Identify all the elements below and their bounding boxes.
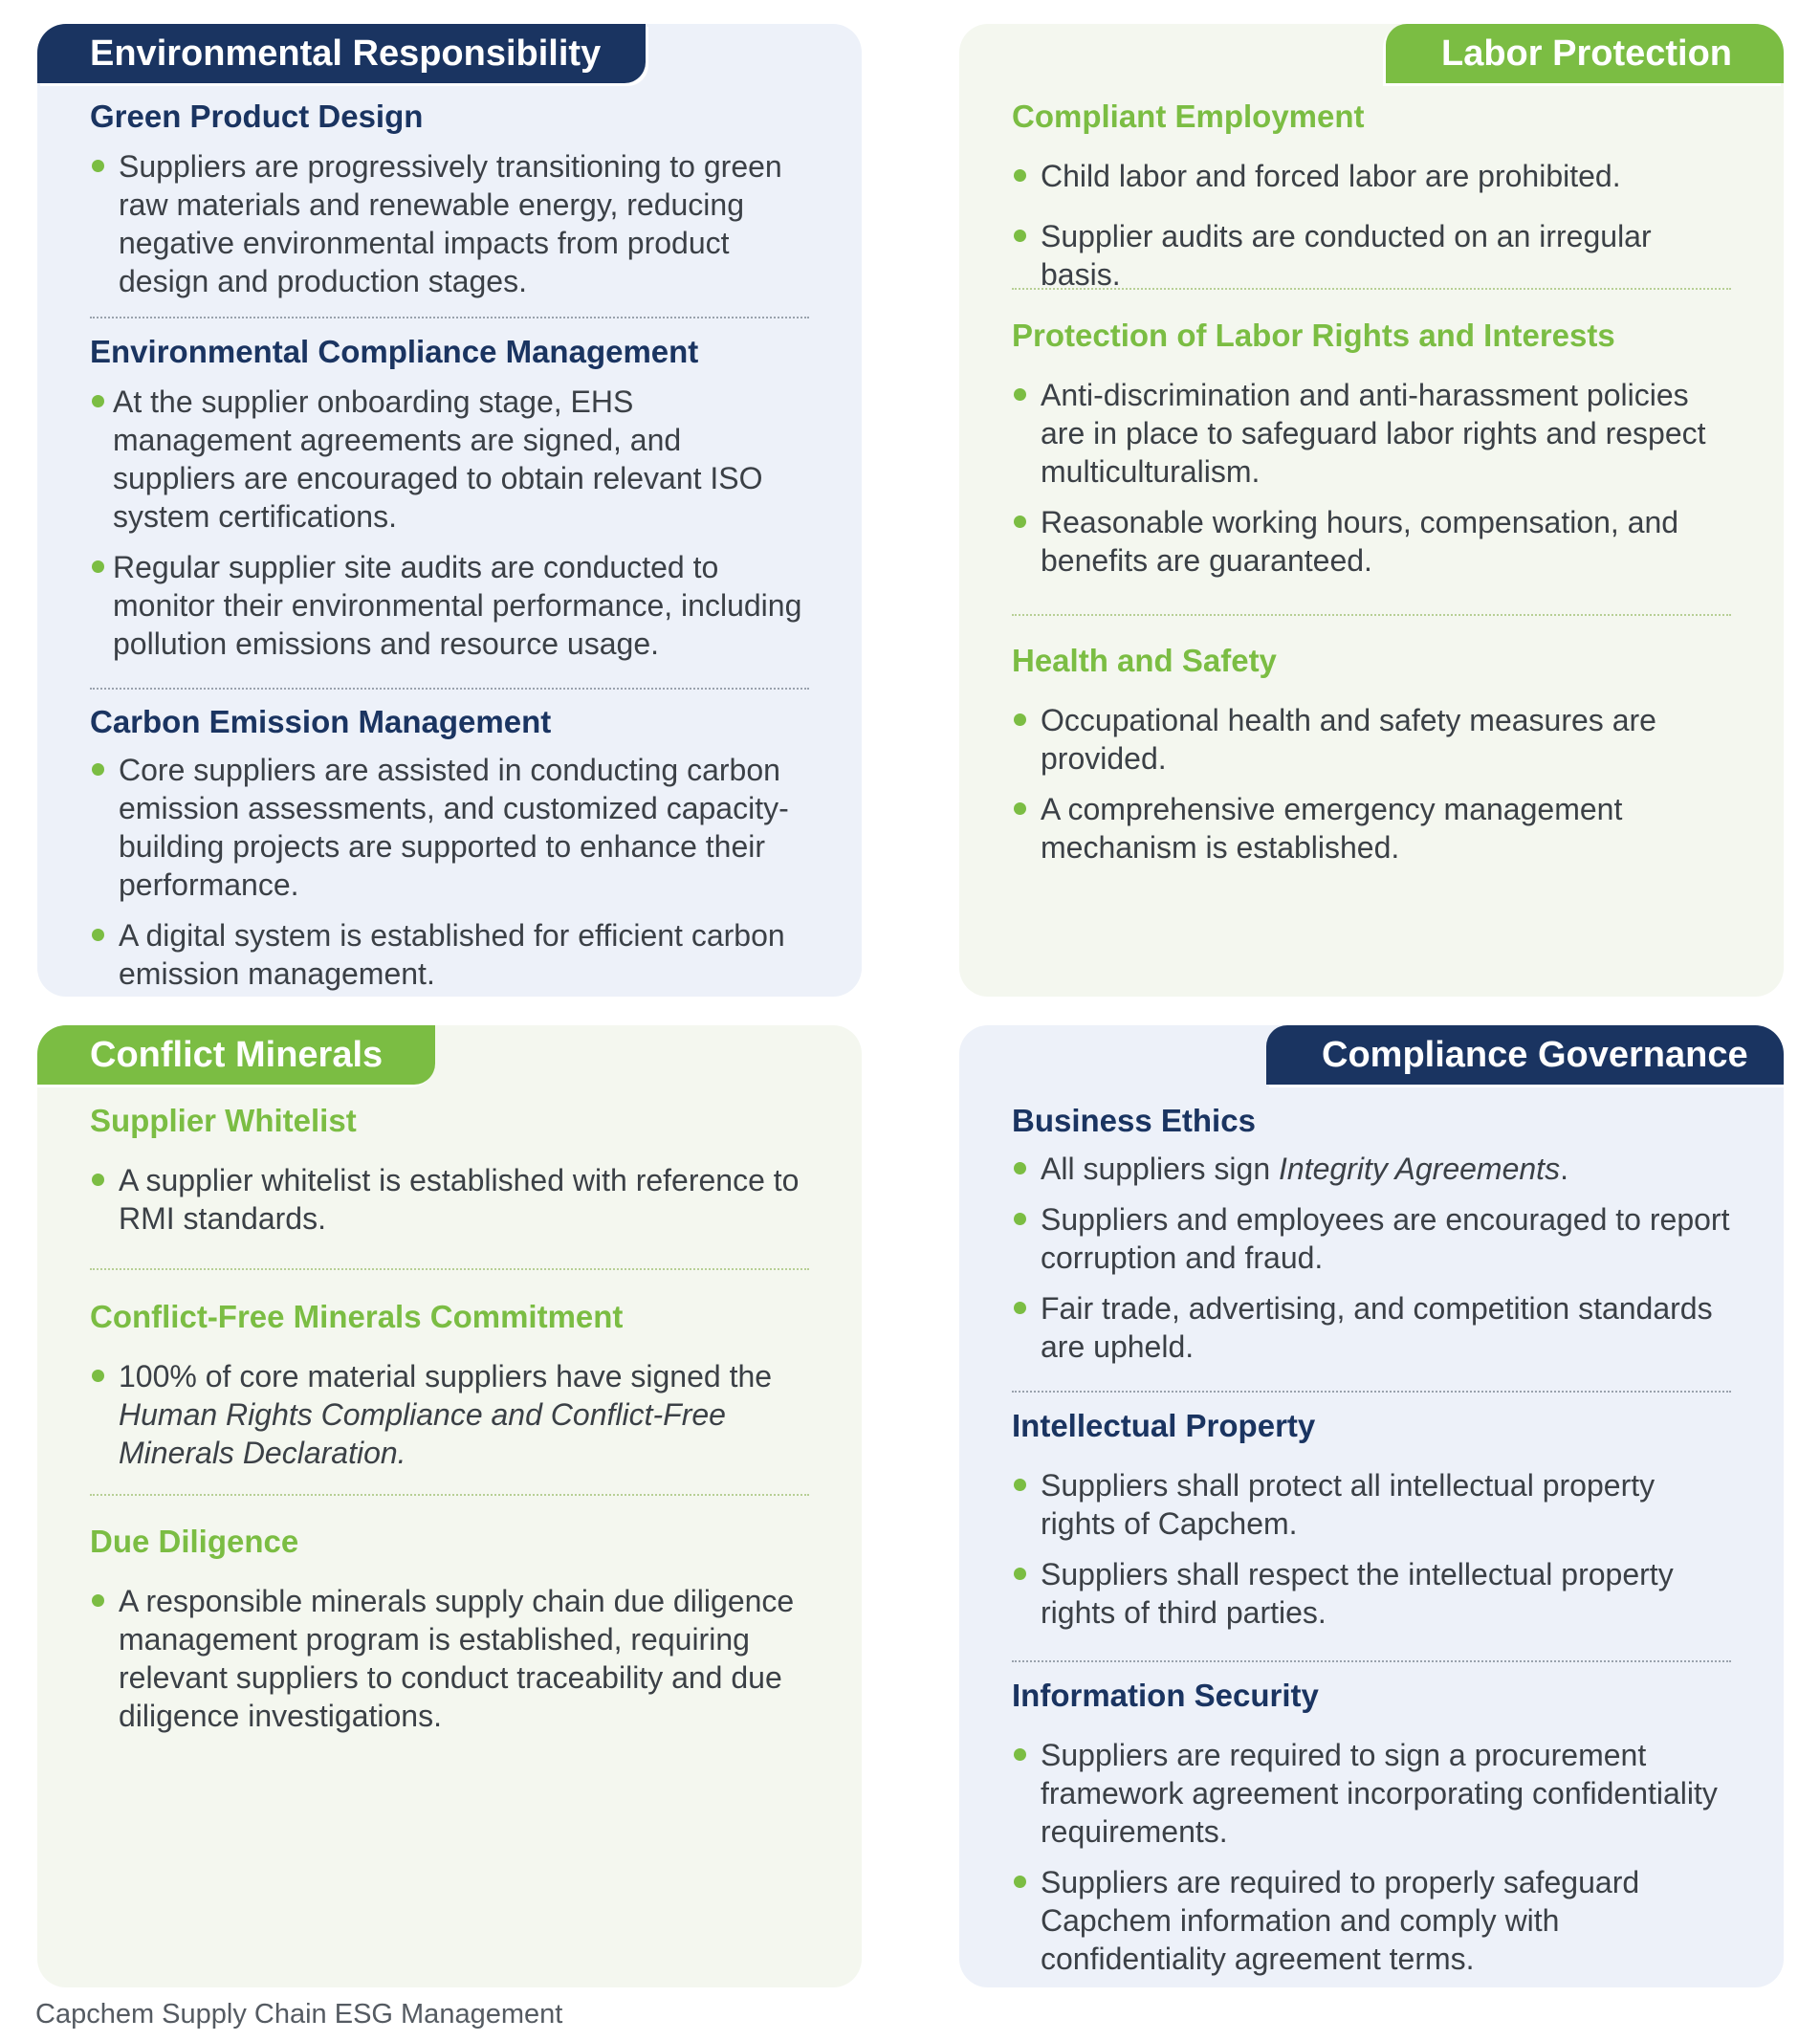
item-suffix: . <box>1560 1152 1568 1186</box>
panel-title-conflict: Conflict Minerals <box>37 1025 435 1085</box>
section-green-product-design <box>90 98 809 300</box>
section-heading: Due Diligence <box>90 1524 299 1559</box>
list-item <box>90 1357 809 1472</box>
declaration-title: Human Rights Compliance and Conflict-Free Minerals Declaration. <box>119 1397 726 1470</box>
item-text: All suppliers sign <box>1041 1152 1271 1186</box>
section-information-security <box>1012 1677 1731 1978</box>
list-item: A comprehensive emergency management mechanism is established. <box>1012 790 1731 867</box>
item-text: 100% of core material suppliers have signed the <box>119 1359 773 1394</box>
section-intellectual-property <box>1012 1407 1731 1632</box>
list-item: Suppliers are progressively transitioning to green raw materials and renewable energy, reducing negative environmental impacts from product design and production stages. <box>90 147 809 300</box>
list-item: A responsible minerals supply chain due diligence management program is established, requiring relevant suppliers to conduct traceability and due diligence investigations. <box>90 1582 809 1735</box>
section-heading: Intellectual Property <box>1012 1408 1316 1443</box>
section-heading: Green Product Design <box>90 99 424 134</box>
list-item: Reasonable working hours, compensation, and benefits are guaranteed. <box>1012 503 1731 580</box>
section-compliant-employment <box>1012 98 1731 294</box>
list-item: Suppliers shall protect all intellectual property rights of Capchem. <box>1012 1466 1731 1543</box>
section-business-ethics <box>1012 1102 1731 1366</box>
section-heading: Supplier Whitelist <box>90 1103 357 1138</box>
divider <box>1012 1391 1731 1393</box>
list-item: A digital system is established for efficient carbon emission management. <box>90 916 809 993</box>
section-heading: Conflict-Free Minerals Commitment <box>90 1299 624 1334</box>
section-carbon-emission <box>90 703 809 993</box>
list-item: Child labor and forced labor are prohibited. <box>1012 157 1731 195</box>
list-item: Suppliers shall respect the intellectual property rights of third parties. <box>1012 1555 1731 1632</box>
section-due-diligence <box>90 1523 809 1735</box>
footer-caption: Capchem Supply Chain ESG Management <box>35 1999 563 2030</box>
panel-title-environmental: Environmental Responsibility <box>37 24 646 83</box>
section-heading: Carbon Emission Management <box>90 704 552 739</box>
section-environmental-compliance <box>90 333 809 663</box>
section-heading: Business Ethics <box>1012 1103 1256 1138</box>
section-heading: Information Security <box>1012 1678 1319 1713</box>
agreement-title: Integrity Agreements <box>1279 1152 1561 1186</box>
section-heading: Compliant Employment <box>1012 99 1365 134</box>
panel-conflict-minerals <box>37 1025 862 1987</box>
section-health-safety <box>1012 642 1731 867</box>
list-item: Core suppliers are assisted in conducting carbon emission assessments, and customized capacity-building projects are supported to enhance their performance. <box>90 751 809 904</box>
list-item: Suppliers are required to properly safeguard Capchem information and comply with confidentiality agreement terms. <box>1012 1863 1731 1978</box>
divider <box>1012 614 1731 616</box>
list-item: Fair trade, advertising, and competition standards are upheld. <box>1012 1289 1731 1366</box>
panel-title-labor: Labor Protection <box>1386 24 1784 83</box>
list-item: Suppliers are required to sign a procurement framework agreement incorporating confidentiality requirements. <box>1012 1736 1731 1851</box>
divider <box>90 1494 809 1496</box>
list-item: Anti-discrimination and anti-harassment policies are in place to safeguard labor rights and respect multiculturalism. <box>1012 376 1731 491</box>
list-item: Suppliers and employees are encouraged to report corruption and fraud. <box>1012 1200 1731 1277</box>
section-supplier-whitelist <box>90 1102 809 1238</box>
section-heading: Health and Safety <box>1012 643 1277 678</box>
list-item: A supplier whitelist is established with reference to RMI standards. <box>90 1161 809 1238</box>
section-heading: Protection of Labor Rights and Interests <box>1012 318 1615 353</box>
divider <box>90 688 809 690</box>
divider <box>1012 288 1731 290</box>
divider <box>1012 1660 1731 1662</box>
section-labor-rights <box>1012 317 1731 580</box>
section-conflict-free-commitment <box>90 1298 809 1472</box>
list-item <box>1012 1150 1731 1188</box>
list-item: At the supplier onboarding stage, EHS management agreements are signed, and suppliers are encouraged to obtain relevant ISO system certifications. <box>90 383 809 536</box>
list-item: Regular supplier site audits are conducted to monitor their environmental performance, including pollution emissions and resource usage. <box>90 548 809 663</box>
panel-environmental-responsibility <box>37 24 862 997</box>
panel-title-compliance: Compliance Governance <box>1266 1025 1784 1085</box>
panel-compliance-governance <box>959 1025 1784 1987</box>
list-item: Occupational health and safety measures are provided. <box>1012 701 1731 778</box>
section-heading: Environmental Compliance Management <box>90 334 699 369</box>
divider <box>90 317 809 318</box>
divider <box>90 1268 809 1270</box>
list-item: Supplier audits are conducted on an irregular basis. <box>1012 217 1731 294</box>
panel-labor-protection <box>959 24 1784 997</box>
